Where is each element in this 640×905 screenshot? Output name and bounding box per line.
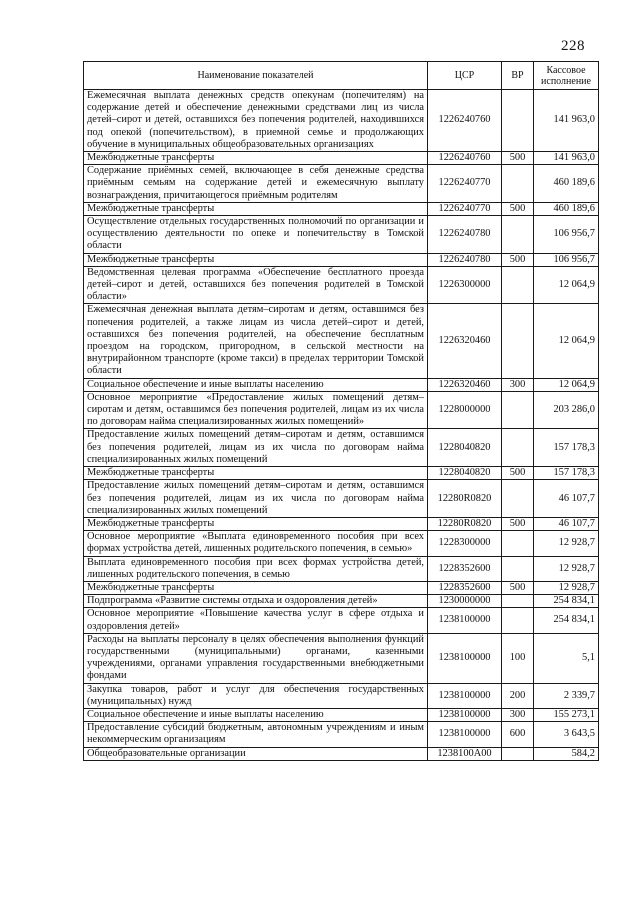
cell-vr bbox=[502, 216, 534, 254]
cell-name: Межбюджетные трансферты bbox=[84, 467, 428, 480]
cell-vr: 300 bbox=[502, 708, 534, 721]
cell-name: Расходы на выплаты персоналу в целях обеспечения выполнения функций государственными (муниципальными) органами, казенными учреждениями, органами управления государственными внебюджетными фондами bbox=[84, 633, 428, 683]
cell-csr: 1238100000 bbox=[428, 683, 502, 708]
cell-name: Подпрограмма «Развитие системы отдыха и оздоровления детей» bbox=[84, 595, 428, 608]
cell-name: Осуществление отдельных государственных полномочий по организации и осуществлению деятельности по опеке и попечительству в Томской области bbox=[84, 216, 428, 254]
table-row bbox=[84, 165, 599, 203]
table-row bbox=[84, 480, 599, 518]
budget-table bbox=[83, 61, 599, 761]
table-row bbox=[84, 531, 599, 556]
cell-amount: 584,2 bbox=[534, 747, 599, 760]
cell-vr bbox=[502, 747, 534, 760]
cell-amount: 12 928,7 bbox=[534, 556, 599, 581]
cell-amount: 155 273,1 bbox=[534, 708, 599, 721]
cell-name: Межбюджетные трансферты bbox=[84, 152, 428, 165]
cell-vr: 500 bbox=[502, 152, 534, 165]
cell-csr: 1226320460 bbox=[428, 378, 502, 391]
cell-vr: 500 bbox=[502, 253, 534, 266]
cell-csr: 1226240760 bbox=[428, 152, 502, 165]
table-row bbox=[84, 202, 599, 215]
cell-amount: 12 064,9 bbox=[534, 378, 599, 391]
cell-amount: 106 956,7 bbox=[534, 253, 599, 266]
cell-csr: 1226240780 bbox=[428, 253, 502, 266]
cell-vr bbox=[502, 556, 534, 581]
cell-csr: 1226240780 bbox=[428, 216, 502, 254]
cell-amount: 12 064,9 bbox=[534, 304, 599, 378]
cell-vr bbox=[502, 595, 534, 608]
cell-vr bbox=[502, 90, 534, 152]
cell-name: Межбюджетные трансферты bbox=[84, 253, 428, 266]
table-row bbox=[84, 595, 599, 608]
table-row bbox=[84, 556, 599, 581]
cell-vr bbox=[502, 531, 534, 556]
cell-name: Выплата единовременного пособия при всех формах устройства детей, лишенных родительского попечения, в семью bbox=[84, 556, 428, 581]
cell-csr: 1228352600 bbox=[428, 556, 502, 581]
cell-vr bbox=[502, 391, 534, 429]
table-row bbox=[84, 722, 599, 747]
cell-amount: 12 928,7 bbox=[534, 581, 599, 594]
table-row bbox=[84, 683, 599, 708]
cell-name: Предоставление жилых помещений детям–сиротам и детям, оставшимся без попечения родителей, лицам из их числа по договорам найма специализированных жилых помещений bbox=[84, 429, 428, 467]
table-row bbox=[84, 633, 599, 683]
cell-vr: 500 bbox=[502, 517, 534, 530]
cell-name: Ежемесячная выплата денежных средств опекунам (попечителям) на содержание детей и обеспечение денежными средствами лиц из числа детей–сирот и детей, оставшихся без попечения родителей, находившихся под опекой (попечительством), в приемной семье и продолжающих обучение в муниципальных общеобразовательных организациях bbox=[84, 90, 428, 152]
cell-amount: 254 834,1 bbox=[534, 595, 599, 608]
cell-name: Межбюджетные трансферты bbox=[84, 202, 428, 215]
table-body bbox=[84, 90, 599, 761]
page-number: 228 bbox=[561, 38, 585, 54]
cell-vr: 100 bbox=[502, 633, 534, 683]
cell-name: Социальное обеспечение и иные выплаты населению bbox=[84, 708, 428, 721]
cell-vr bbox=[502, 480, 534, 518]
cell-name: Содержание приёмных семей, включающее в себя денежные средства приёмным семьям на содержание детей и ежемесячную выплату вознаграждения, причитающегося приёмным родителям bbox=[84, 165, 428, 203]
table-row bbox=[84, 391, 599, 429]
cell-csr: 1228300000 bbox=[428, 531, 502, 556]
cell-csr: 1228352600 bbox=[428, 581, 502, 594]
cell-csr: 1226240760 bbox=[428, 90, 502, 152]
table-row bbox=[84, 747, 599, 760]
cell-amount: 460 189,6 bbox=[534, 165, 599, 203]
table-row bbox=[84, 304, 599, 378]
header-csr: ЦСР bbox=[428, 62, 502, 90]
cell-csr: 12280R0820 bbox=[428, 480, 502, 518]
cell-csr: 1238100000 bbox=[428, 633, 502, 683]
cell-amount: 157 178,3 bbox=[534, 429, 599, 467]
table-row bbox=[84, 517, 599, 530]
cell-amount: 46 107,7 bbox=[534, 517, 599, 530]
cell-amount: 12 928,7 bbox=[534, 531, 599, 556]
cell-name: Ежемесячная денежная выплата детям–сиротам и детям, оставшимся без попечения родителей, а также лицам из числа детей–сирот и детей, оставшихся без попечения родителей, на обеспечение бесплатным проездом на городском, пригородном, в сельской местности на внутрирайонном транспорте (кроме такси) в пределах территории Томской области bbox=[84, 304, 428, 378]
cell-name: Основное мероприятие «Предоставление жилых помещений детям–сиротам и детям, оставшимся без попечения родителей, лицам из их числа по договорам найма специализированных жилых помещений» bbox=[84, 391, 428, 429]
cell-csr: 1238100000 bbox=[428, 722, 502, 747]
cell-amount: 12 064,9 bbox=[534, 266, 599, 304]
cell-csr: 1226240770 bbox=[428, 165, 502, 203]
cell-csr: 1228000000 bbox=[428, 391, 502, 429]
cell-csr: 1226320460 bbox=[428, 304, 502, 378]
cell-name: Предоставление субсидий бюджетным, автономным учреждениям и иным некоммерческим организациям bbox=[84, 722, 428, 747]
cell-amount: 157 178,3 bbox=[534, 467, 599, 480]
cell-name: Основное мероприятие «Выплата единовременного пособия при всех формах устройства детей, лишенных родительского попечения, в семью» bbox=[84, 531, 428, 556]
cell-vr bbox=[502, 608, 534, 633]
cell-amount: 2 339,7 bbox=[534, 683, 599, 708]
table-header-row bbox=[84, 62, 599, 90]
cell-vr: 500 bbox=[502, 467, 534, 480]
table-row bbox=[84, 608, 599, 633]
table-row bbox=[84, 467, 599, 480]
cell-amount: 203 286,0 bbox=[534, 391, 599, 429]
cell-csr: 1226300000 bbox=[428, 266, 502, 304]
cell-csr: 1226240770 bbox=[428, 202, 502, 215]
cell-vr: 300 bbox=[502, 378, 534, 391]
cell-amount: 46 107,7 bbox=[534, 480, 599, 518]
cell-csr: 1228040820 bbox=[428, 467, 502, 480]
cell-amount: 141 963,0 bbox=[534, 90, 599, 152]
cell-csr: 1230000000 bbox=[428, 595, 502, 608]
table-row bbox=[84, 708, 599, 721]
cell-name: Социальное обеспечение и иные выплаты населению bbox=[84, 378, 428, 391]
table-row bbox=[84, 216, 599, 254]
cell-vr bbox=[502, 266, 534, 304]
cell-amount: 460 189,6 bbox=[534, 202, 599, 215]
cell-vr bbox=[502, 429, 534, 467]
cell-csr: 1238100000 bbox=[428, 708, 502, 721]
cell-name: Ведомственная целевая программа «Обеспечение бесплатного проезда детей–сирот и детей, оставшихся без попечения родителей в Томской области» bbox=[84, 266, 428, 304]
header-amount: Кассовое исполнение bbox=[534, 62, 599, 90]
cell-amount: 106 956,7 bbox=[534, 216, 599, 254]
cell-vr: 200 bbox=[502, 683, 534, 708]
cell-csr: 1238100А00 bbox=[428, 747, 502, 760]
cell-amount: 3 643,5 bbox=[534, 722, 599, 747]
cell-vr: 600 bbox=[502, 722, 534, 747]
table-row bbox=[84, 378, 599, 391]
cell-name: Межбюджетные трансферты bbox=[84, 581, 428, 594]
table-row bbox=[84, 266, 599, 304]
cell-name: Межбюджетные трансферты bbox=[84, 517, 428, 530]
cell-csr: 12280R0820 bbox=[428, 517, 502, 530]
cell-amount: 254 834,1 bbox=[534, 608, 599, 633]
cell-name: Закупка товаров, работ и услуг для обеспечения государственных (муниципальных) нужд bbox=[84, 683, 428, 708]
cell-amount: 141 963,0 bbox=[534, 152, 599, 165]
table-row bbox=[84, 90, 599, 152]
cell-name: Предоставление жилых помещений детям–сиротам и детям, оставшимся без попечения родителей, лицам из их числа по договорам найма специализированных жилых помещений bbox=[84, 480, 428, 518]
table-row bbox=[84, 253, 599, 266]
header-vr: ВР bbox=[502, 62, 534, 90]
cell-vr bbox=[502, 304, 534, 378]
cell-vr bbox=[502, 165, 534, 203]
cell-vr: 500 bbox=[502, 202, 534, 215]
cell-csr: 1228040820 bbox=[428, 429, 502, 467]
cell-name: Основное мероприятие «Повышение качества услуг в сфере отдыха и оздоровления детей» bbox=[84, 608, 428, 633]
table-row bbox=[84, 429, 599, 467]
cell-amount: 5,1 bbox=[534, 633, 599, 683]
cell-name: Общеобразовательные организации bbox=[84, 747, 428, 760]
table-row bbox=[84, 581, 599, 594]
header-name: Наименование показателей bbox=[84, 62, 428, 90]
cell-vr: 500 bbox=[502, 581, 534, 594]
cell-csr: 1238100000 bbox=[428, 608, 502, 633]
table-row bbox=[84, 152, 599, 165]
